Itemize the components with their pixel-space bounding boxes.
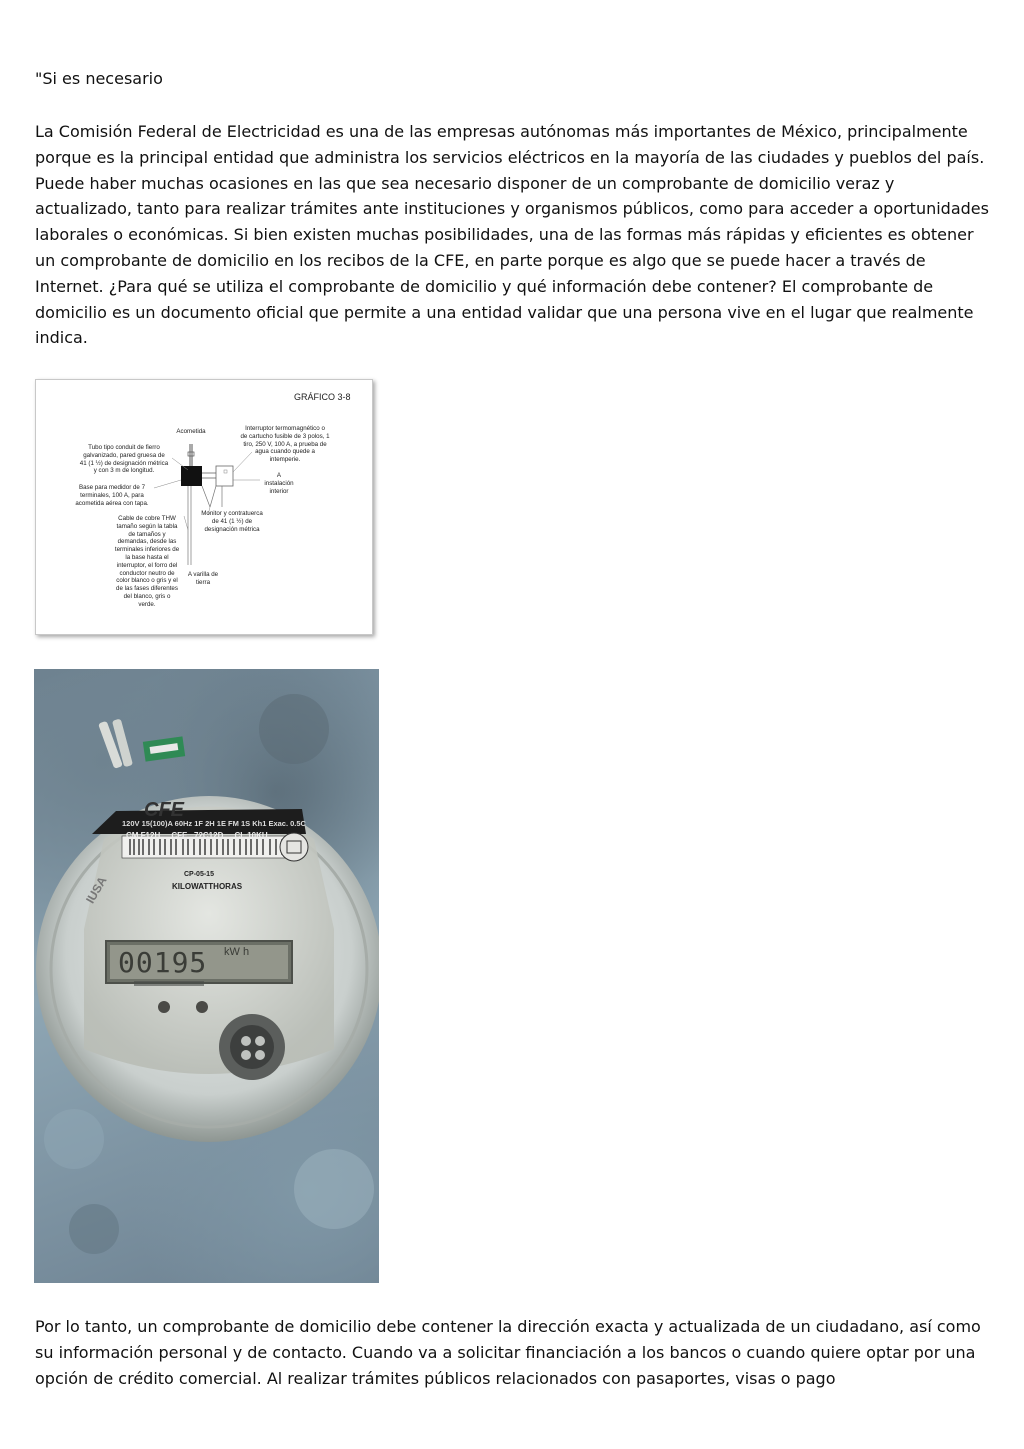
body-paragraph: La Comisión Federal de Electricidad es una de las empresas autónomas más importantes de México, principalmente porque es la principal entidad que administra los servicios eléctricos en la mayoría de las ciudades y pueblos del país. Puede haber muchas ocasiones en las que sea necesario disponer de un comprobante de domicilio veraz y actualizado, tanto para realizar trámites ante instituciones y organismos públicos, como para acceder a oportunidades laborales o económicas. Si bien existen muchas posibilidades, una de las formas más rápidas y eficientes es obtener un comprobante de domicilio en los recibos de la CFE, en parte porque es algo que se puede hacer a través de Internet. ¿Para qué se utiliza el comprobante de domicilio y qué información debe contener? El comprobante de domicilio es un documento oficial que permite a una entidad validar que una persona vive en el lugar que realmente indica.: [35, 122, 989, 348]
meter-cert: CP-05-15: [184, 871, 214, 878]
wiring-diagram-figure: [35, 379, 373, 635]
label-base: Base para medidor de 7 terminales, 100 A, para acometida aérea con tapa.: [75, 484, 149, 507]
meter-unit-label: KILOWATTHORAS: [172, 882, 243, 891]
meter-reading-unit: kW h: [224, 946, 250, 958]
label-cable: Cable de cobre THW tamaño según la tabla de tamaños y demandas, desde las terminales inferiores de la base hasta el interruptor, el forro del conductor neutro de color blanco o gris y el de las fases diferentes del blanco, gris o verde.: [114, 515, 180, 608]
meter-photo: [34, 669, 379, 1283]
label-tubo: Tubo tipo conduit de fierro galvanizado, pared gruesa de 41 (1 ½) de designación métrica y con 3 m de longitud.: [79, 444, 169, 475]
label-acometida: Acometida: [176, 428, 206, 435]
meter-reading: 00195: [118, 946, 208, 979]
label-varilla: A varilla de tierra: [187, 571, 219, 586]
closing-paragraph: Por lo tanto, un comprobante de domicilio debe contener la dirección exacta y actualizada de un ciudadano, así como su información personal y de contacto. Cuando va a solicitar financiación a los bancos o cuando quiere optar por una opción de crédito comercial. Al realizar trámites públicos relacionados con pasaportes, visas o pago: [35, 1317, 981, 1388]
diagram-title: GRÁFICO 3-8: [294, 392, 351, 402]
intro-line: "Si es necesario: [35, 69, 163, 88]
meter-model-line: CM F12H CFE 72C12D CL 10KU: [126, 831, 268, 840]
meter-spec-line: 120V 15(100)A 60Hz 1F 2H 1E FM 1S Kh1 Exac. 0.5C: [122, 819, 306, 828]
label-interruptor: Interruptor termomagnético o de cartucho fusible de 3 polos, 1 tiro, 250 V, 100 A, a prueba de agua cuando quede a intemperie.: [240, 425, 330, 464]
label-instalacion: A instalación interior: [264, 472, 294, 495]
meter-brand: CFE: [144, 799, 184, 821]
label-monitor: Monitor y contratuerca de 41 (1 ½) de designación métrica: [201, 510, 263, 533]
meter-maker: IUSA: [83, 874, 110, 906]
